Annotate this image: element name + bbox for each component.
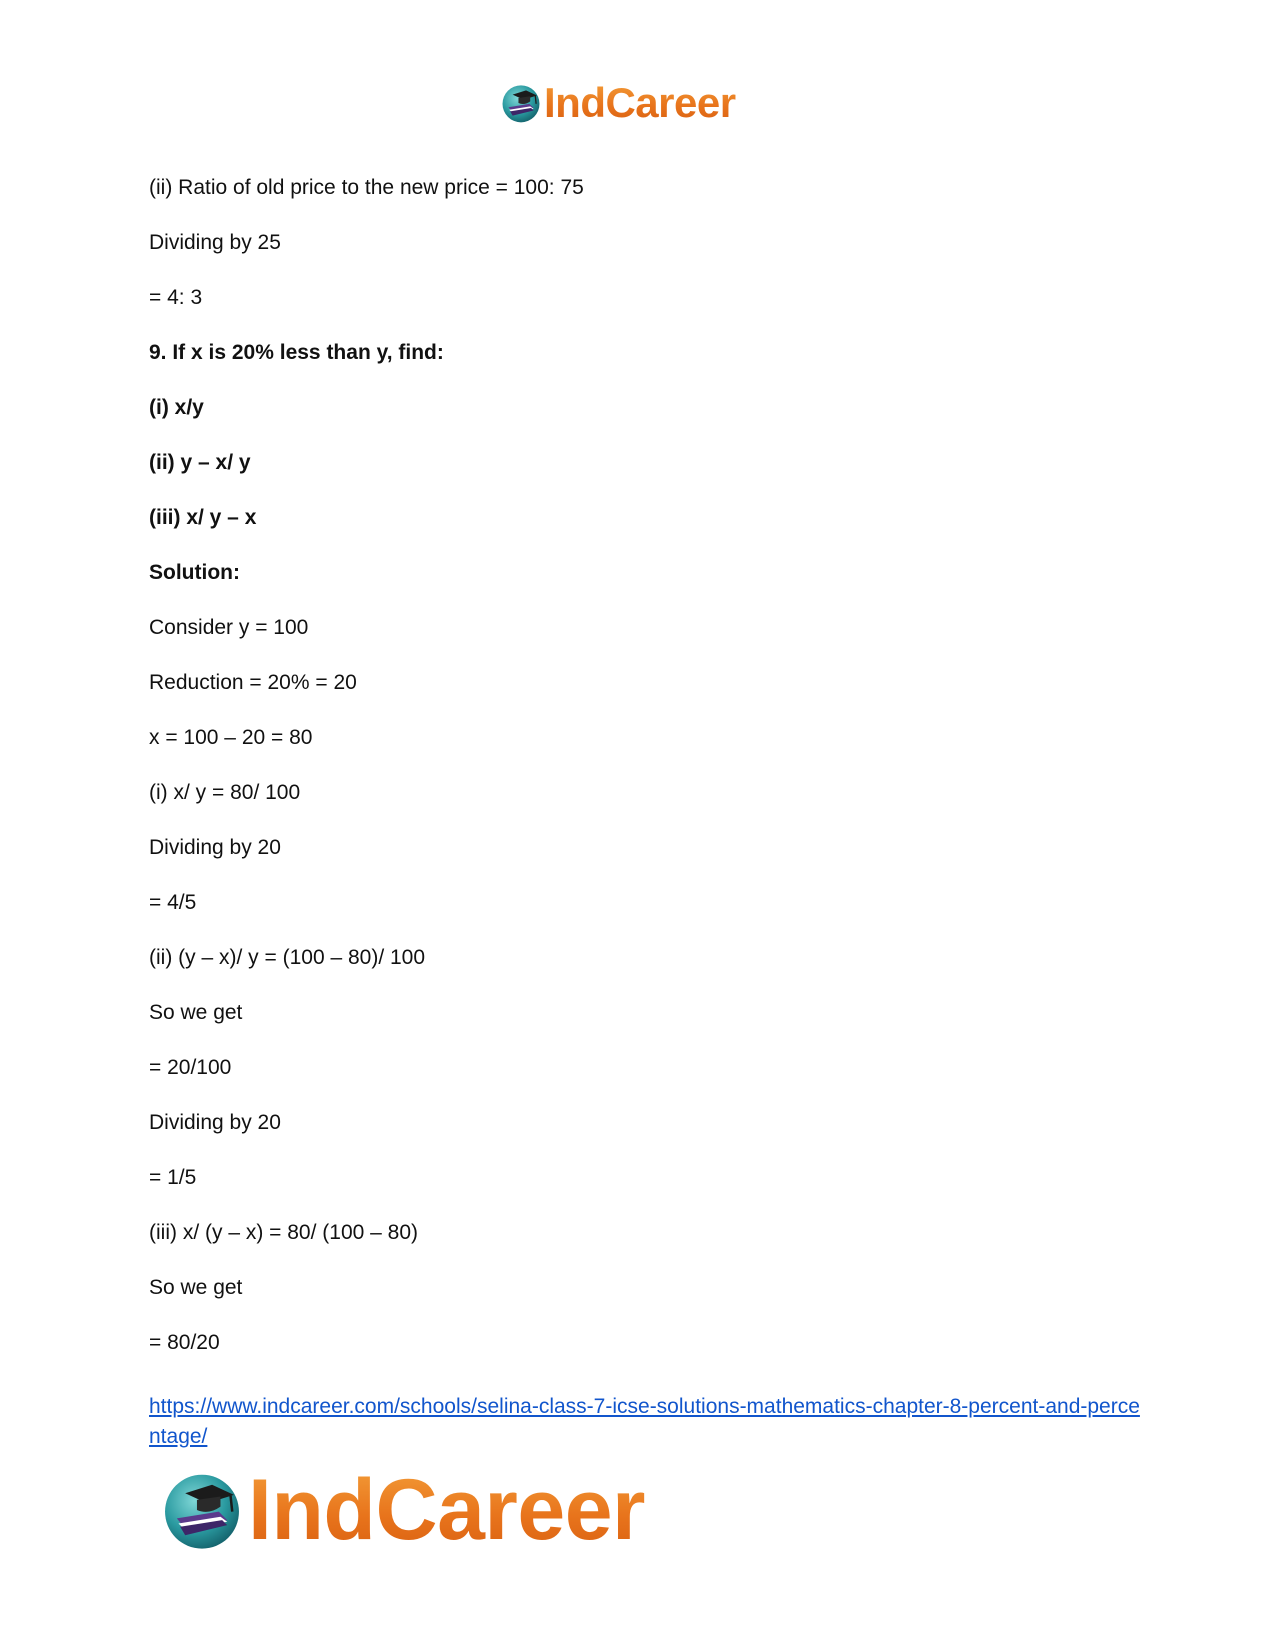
solution-line: Consider y = 100	[149, 616, 309, 639]
solution-line: Dividing by 20	[149, 1111, 281, 1134]
logo-wordmark: IndCareer	[544, 79, 736, 126]
globe-book-graduation-cap-icon	[160, 1468, 244, 1552]
solution-line: So we get	[149, 1276, 243, 1299]
solution-line: Reduction = 20% = 20	[149, 671, 357, 694]
question-line: (ii) y – x/ y	[149, 451, 251, 474]
solution-line: = 4/5	[149, 891, 197, 914]
solution-line: = 20/100	[149, 1056, 232, 1079]
solution-line: (iii) x/ (y – x) = 80/ (100 – 80)	[149, 1221, 419, 1244]
question-line: (iii) x/ y – x	[149, 506, 257, 529]
solution-line: (ii) (y – x)/ y = (100 – 80)/ 100	[149, 946, 426, 969]
solution-line: So we get	[149, 1001, 243, 1024]
globe-book-graduation-cap-icon	[500, 82, 542, 124]
question-line: (i) x/y	[149, 396, 204, 419]
source-url-link[interactable]: https://www.indcareer.com/schools/selina-class-7-icse-solutions-mathematics-chapter-8-percent-and-percentage/	[149, 1395, 1140, 1448]
question-line: Solution:	[149, 561, 240, 584]
footer-logo	[160, 1461, 645, 1558]
solution-line: Dividing by 20	[149, 836, 281, 859]
document-body	[149, 175, 1149, 1385]
header-logo	[500, 80, 736, 126]
solution-line: Dividing by 25	[149, 231, 281, 254]
question-line: 9. If x is 20% less than y, find:	[149, 341, 444, 364]
solution-line: = 4: 3	[149, 286, 203, 309]
logo-wordmark: IndCareer	[248, 1461, 645, 1558]
solution-line: (ii) Ratio of old price to the new price = 100: 75	[149, 176, 584, 199]
solution-line: x = 100 – 20 = 80	[149, 726, 313, 749]
solution-line: = 1/5	[149, 1166, 197, 1189]
solution-line: = 80/20	[149, 1331, 220, 1354]
solution-line: (i) x/ y = 80/ 100	[149, 781, 301, 804]
